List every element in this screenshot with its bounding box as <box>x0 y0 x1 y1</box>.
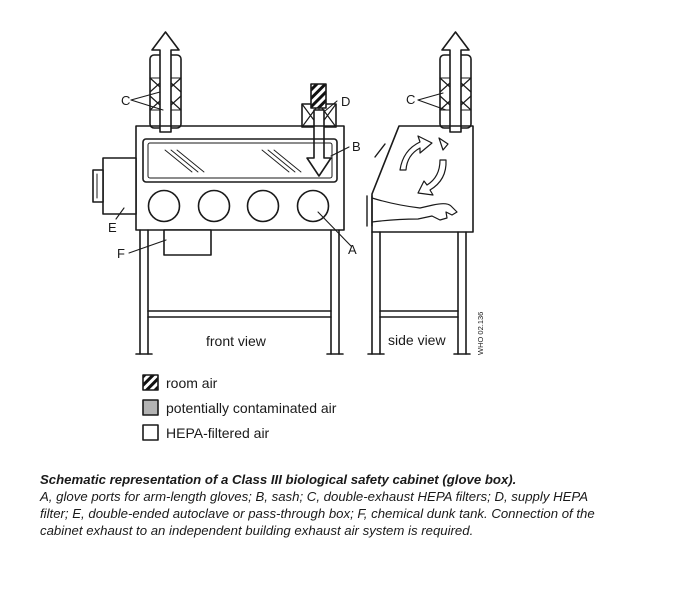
airflow-arrows <box>400 136 448 195</box>
sash-side <box>375 144 385 157</box>
arm-glove <box>372 198 457 222</box>
legend <box>143 375 158 440</box>
legend-swatch-contaminated <box>143 400 158 415</box>
label-c-front: C <box>121 93 131 108</box>
figure-caption <box>40 471 610 539</box>
side-view <box>367 32 473 354</box>
label-e: E <box>108 220 117 235</box>
glove-port-3 <box>248 191 279 222</box>
label-c-side: C <box>406 92 416 107</box>
glove-ports <box>149 191 329 222</box>
front-view <box>93 32 351 354</box>
glove-port-1 <box>149 191 180 222</box>
label-f: F <box>117 246 125 261</box>
legend-label-room-air: room air <box>166 375 218 391</box>
pass-through-box <box>93 158 136 214</box>
front-view-label: front view <box>206 333 266 349</box>
caption-title: Schematic representation of a Class III biological safety cabinet (glove box). <box>40 472 517 487</box>
legend-swatch-hepa <box>143 425 158 440</box>
side-view-label: side view <box>388 332 446 348</box>
dunk-tank <box>164 230 211 255</box>
legend-label-hepa: HEPA-filtered air <box>166 425 270 441</box>
legend-label-contaminated: potentially contaminated air <box>166 400 337 416</box>
label-a: A <box>348 242 357 257</box>
glove-port-2 <box>199 191 230 222</box>
caption-body: A, glove ports for arm-length gloves; B, sash; C, double-exhaust HEPA filters; D, supply HEPA filter; E, double-ended autoclave or pass-through box; F, chemical dunk tank. Connection of the cabinet exhaust to an independent building exhaust air system is required. <box>40 489 595 538</box>
label-d: D <box>341 94 351 109</box>
legend-swatch-room-air <box>143 375 158 390</box>
glove-port-4 <box>298 191 329 222</box>
figure-code: WHO 02.136 <box>476 311 485 355</box>
label-b: B <box>352 139 361 154</box>
